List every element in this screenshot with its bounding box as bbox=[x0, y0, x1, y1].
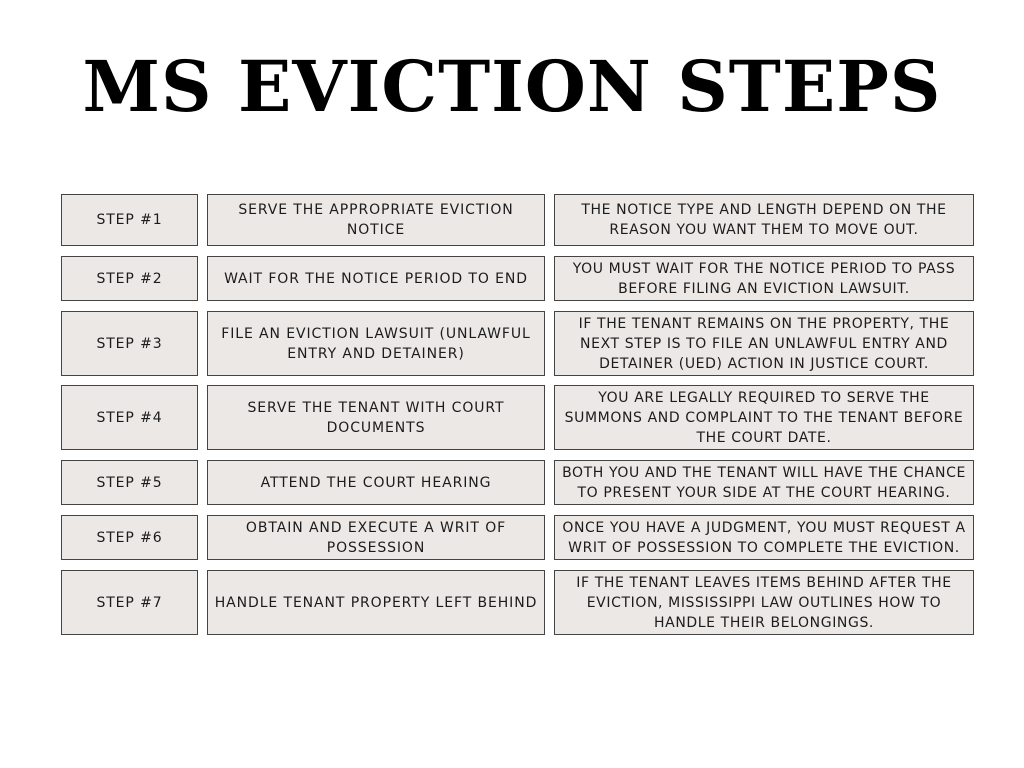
step-action-cell: ATTEND THE COURT HEARING bbox=[207, 460, 545, 505]
step-number-cell: STEP #6 bbox=[61, 515, 198, 560]
step-number-cell: STEP #1 bbox=[61, 194, 198, 246]
step-action-cell: HANDLE TENANT PROPERTY LEFT BEHIND bbox=[207, 570, 545, 635]
page-title: MS EVICTION STEPS bbox=[82, 45, 942, 128]
step-action-cell: FILE AN EVICTION LAWSUIT (UNLAWFUL ENTRY AND DETAINER) bbox=[207, 311, 545, 376]
step-number-cell: STEP #5 bbox=[61, 460, 198, 505]
step-action-cell: SERVE THE APPROPRIATE EVICTION NOTICE bbox=[207, 194, 545, 246]
step-detail-cell: IF THE TENANT REMAINS ON THE PROPERTY, THE NEXT STEP IS TO FILE AN UNLAWFUL ENTRY AND DETAINER (UED) ACTION IN JUSTICE COURT. bbox=[554, 311, 974, 376]
step-number-cell: STEP #2 bbox=[61, 256, 198, 301]
step-detail-cell: YOU ARE LEGALLY REQUIRED TO SERVE THE SUMMONS AND COMPLAINT TO THE TENANT BEFORE THE COURT DATE. bbox=[554, 385, 974, 450]
step-action-cell: SERVE THE TENANT WITH COURT DOCUMENTS bbox=[207, 385, 545, 450]
step-action-cell: OBTAIN AND EXECUTE A WRIT OF POSSESSION bbox=[207, 515, 545, 560]
step-number-cell: STEP #3 bbox=[61, 311, 198, 376]
step-number-cell: STEP #4 bbox=[61, 385, 198, 450]
step-detail-cell: BOTH YOU AND THE TENANT WILL HAVE THE CHANCE TO PRESENT YOUR SIDE AT THE COURT HEARING. bbox=[554, 460, 974, 505]
step-action-cell: WAIT FOR THE NOTICE PERIOD TO END bbox=[207, 256, 545, 301]
step-detail-cell: ONCE YOU HAVE A JUDGMENT, YOU MUST REQUEST A WRIT OF POSSESSION TO COMPLETE THE EVICTION. bbox=[554, 515, 974, 560]
step-detail-cell: THE NOTICE TYPE AND LENGTH DEPEND ON THE REASON YOU WANT THEM TO MOVE OUT. bbox=[554, 194, 974, 246]
step-detail-cell: YOU MUST WAIT FOR THE NOTICE PERIOD TO PASS BEFORE FILING AN EVICTION LAWSUIT. bbox=[554, 256, 974, 301]
step-detail-cell: IF THE TENANT LEAVES ITEMS BEHIND AFTER THE EVICTION, MISSISSIPPI LAW OUTLINES HOW TO HANDLE THEIR BELONGINGS. bbox=[554, 570, 974, 635]
step-number-cell: STEP #7 bbox=[61, 570, 198, 635]
